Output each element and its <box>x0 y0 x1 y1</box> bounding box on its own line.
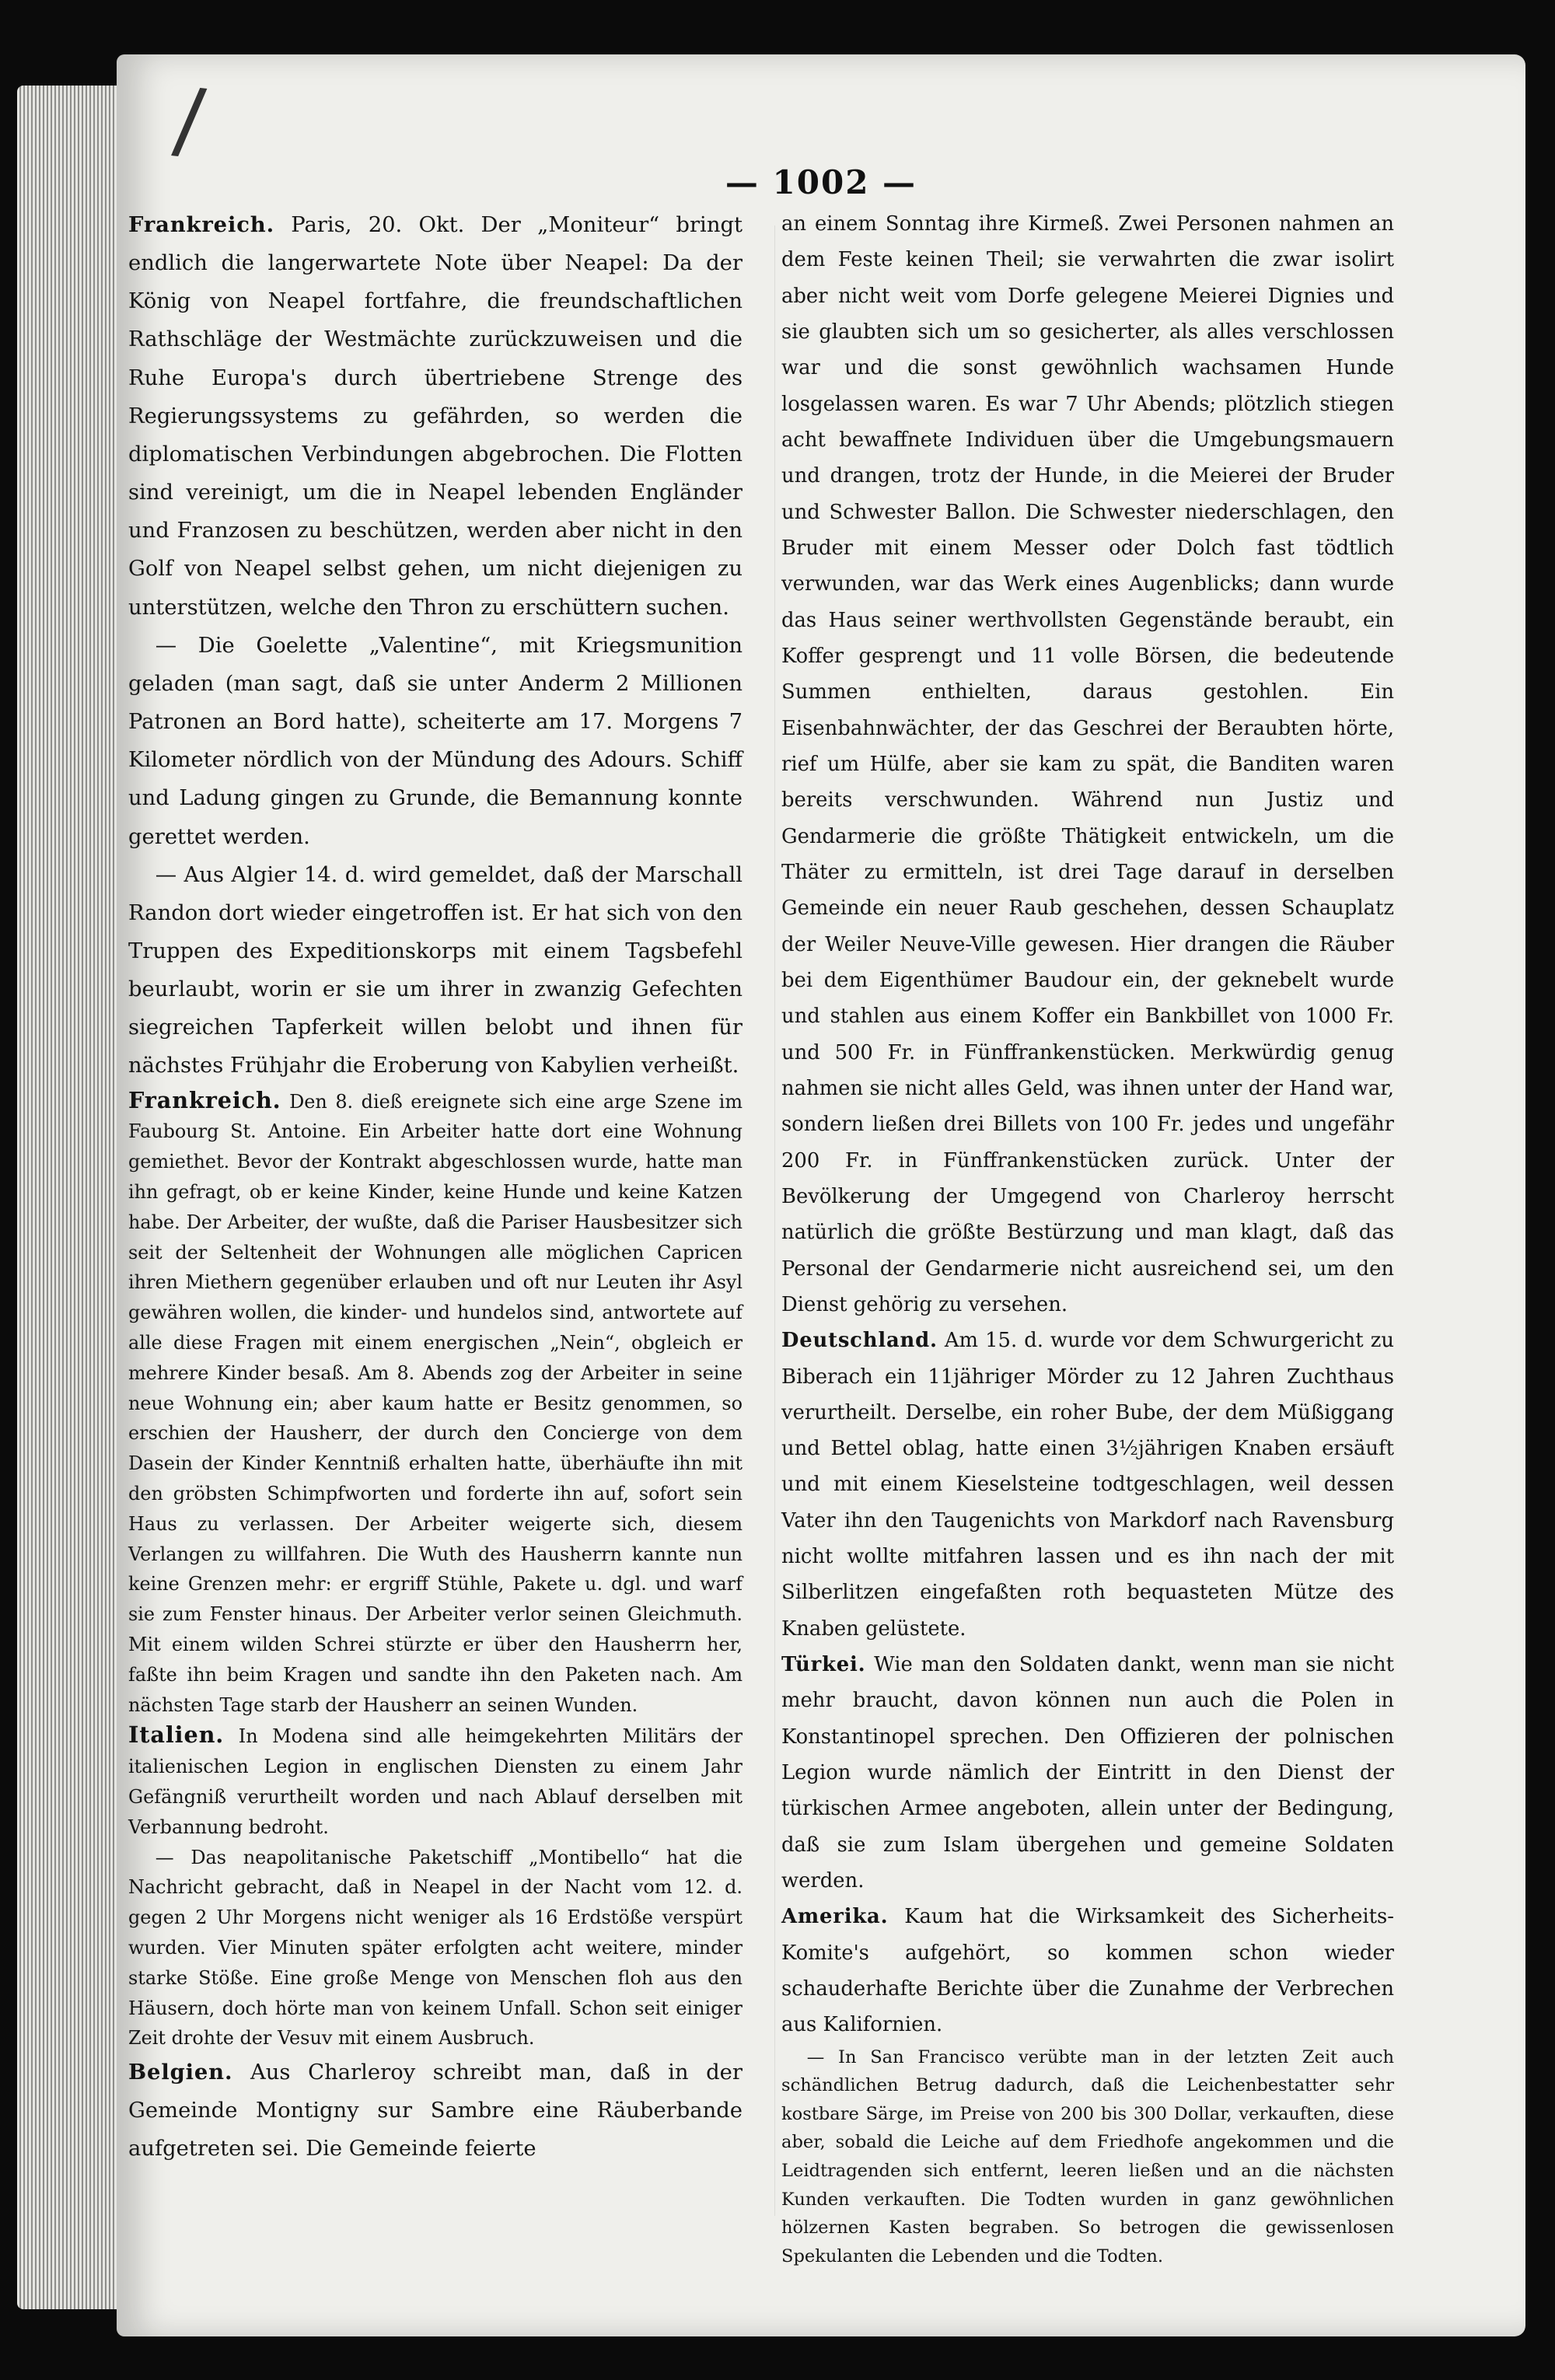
article-belgien-start <box>128 2053 743 2168</box>
article-text: — Das neapolitanische Paketschiff „Montibello“ hat die Nachricht gebracht, daß in Neapel in der Nacht vom 12. d. gegen 2 Uhr Morgens nicht weniger als 16 Erdstöße verspürt wurden. Vier Minuten später erfolgten acht weitere, minder starke Stöße. Eine große Menge von Menschen floh aus den Häusern, doch hörte man von keinem Unfall. Schon seit einiger Zeit drohte der Vesuv mit einem Ausbruch. <box>128 1846 743 2050</box>
article-san-francisco <box>781 2043 1394 2271</box>
article-heading: Belgien. <box>128 2060 233 2085</box>
margin-pencil-mark: / <box>169 68 209 171</box>
page-number: — 1002 — <box>725 163 917 201</box>
article-goelette <box>128 627 743 856</box>
article-text: Kaum hat die Wirksamkeit des Sicherheits-Komite's aufgehört, so kommen schon wieder schauderhafte Berichte über die Zunahme der Verbrechen aus Kalifornien. <box>781 1905 1394 2037</box>
article-text: — Die Goelette „Valentine“, mit Kriegsmunition geladen (man sagt, daß sie unter Anderm 2 Millionen Patronen an Bord hatte), scheiterte am 17. Morgens 7 Kilometer nördlich von der Mündung des Adours. Schiff und Ladung gingen zu Grunde, die Bemannung konnte gerettet werden. <box>128 633 743 849</box>
article-heading: Frankreich. <box>128 212 274 237</box>
article-text: — In San Francisco verübte man in der letzten Zeit auch schändlichen Betrug dadurch, daß die Leichenbestatter sehr kostbare Särge, im Preise von 200 bis 300 Dollar, verkauften, diese aber, sobald die Leiche auf dem Friedhofe angekommen und die Leidtragenden sich entfernt, leeren ließen und an die nächsten Kunden verkauften. Die Todten wurden in ganz gewöhnlichen hölzernen Kasten begraben. So betrogen die gewissenlosen Spekulanten die Lebenden und die Todten. <box>781 2046 1394 2266</box>
article-frankreich-paris <box>128 206 743 627</box>
article-deutschland <box>781 1323 1394 1647</box>
article-heading: Amerika. <box>781 1905 889 1929</box>
article-text: — Aus Algier 14. d. wird gemeldet, daß der Marschall Randon dort wieder eingetroffen ist. Er hat sich von den Truppen des Expeditionskorps mit einem Tagsbefehl beurlaubt, worin er sie um ihrer in zwanzig Gefechten siegreichen Tapferkeit willen belobt und ihnen für nächstes Frühjahr die Eroberung von Kabylien verheißt. <box>128 862 743 1078</box>
article-text: In Modena sind alle heimgekehrten Militärs der italienischen Legion in englischen Diensten zu einem Jahr Gefängniß verurtheilt worden und nach Ablauf derselben mit Verbannung bedroht. <box>128 1725 743 1838</box>
column-gutter <box>774 225 775 2216</box>
right-column <box>781 206 1394 2270</box>
article-heading: Frankreich. <box>128 1086 281 1113</box>
article-heading: Deutschland. <box>781 1329 938 1353</box>
article-text: Den 8. dieß ereignete sich eine arge Szene im Faubourg St. Antoine. Ein Arbeiter hatte dort eine Wohnung gemiethet. Bevor der Kontrakt abgeschlossen wurde, hatte man ihn gefragt, ob er keine Kinder, keine Hunde und keine Katzen habe. Der Arbeiter, der wußte, daß die Pariser Hausbesitzer sich seit der Seltenheit der Wohnungen alle möglichen Capricen ihren Miethern gegenüber erlauben und oft nur Leuten ihr Asyl gewähren wollen, die kinder- und hundelos sind, antwortete auf alle diese Fragen mit einem energischen „Nein“, obgleich er mehrere Kinder besaß. Am 8. Abends zog der Arbeiter in seine neue Wohnung ein; aber kaum hatte er Besitz genommen, so erschien der Hausherr, der durch den Concierge von dem Dasein der Kinder Kenntniß erhalten hatte, überhäufte ihn mit den gröbsten Schimpfworten und forderte ihn auf, sofort sein Haus zu verlassen. Der Arbeiter weigerte sich, diesem Verlangen zu willfahren. Die Wuth des Hausherrn kannte nun keine Grenzen mehr: er ergriff Stühle, Pakete u. dgl. und warf sie zum Fenster hinaus. Der Arbeiter verlor seinen Gleichmuth. Mit einem wilden Schrei stürzte er über den Hausherrn her, faßte ihn beim Kragen und sandte ihn den Paketen nach. Am nächsten Tage starb der Hausherr an seinen Wunden. <box>128 1090 743 1716</box>
article-text: Aus Charleroy schreibt man, daß in der Gemeinde Montigny sur Sambre eine Räuberbande aufgetreten sei. Die Gemeinde feierte <box>128 2060 743 2162</box>
article-frankreich-faubourg <box>128 1085 743 1721</box>
article-text: Wie man den Soldaten dankt, wenn man sie nicht mehr braucht, davon können nun auch die Polen in Konstantinopel sprechen. Den Offizieren der polnischen Legion wurde nämlich der Eintritt in den Dienst der türkischen Armee angeboten, allein unter der Bedingung, daß sie zum Islam übergehen und gemeine Soldaten werden. <box>781 1653 1394 1893</box>
article-italien <box>128 1720 743 1842</box>
article-montibello <box>128 1843 743 2054</box>
left-column <box>128 206 743 2169</box>
article-heading: Türkei. <box>781 1653 866 1677</box>
article-amerika <box>781 1899 1394 2043</box>
article-belgien-continued <box>781 206 1394 1323</box>
article-heading: Italien. <box>128 1721 225 1749</box>
article-tuerkei <box>781 1647 1394 1899</box>
article-text: Paris, 20. Okt. Der „Moniteur“ bringt endlich die langerwartete Note über Neapel: Da der König von Neapel fortfahre, die freundschaftlichen Rathschläge der Westmächte zurückzuweisen und die Ruhe Europa's durch übertriebene Strenge des Regierungssystems zu gefährden, so werden die diplomatischen Verbindungen abgebrochen. Die Flotten sind vereinigt, um die in Neapel lebenden Engländer und Franzosen zu beschützen, werden aber nicht in den Golf von Neapel selbst gehen, um nicht diejenigen zu unterstützen, welche den Thron zu erschüttern suchen. <box>128 213 743 620</box>
article-text: an einem Sonntag ihre Kirmeß. Zwei Personen nahmen an dem Feste keinen Theil; sie verwahrten die zwar isolirt aber nicht weit vom Dorfe gelegene Meierei Dignies und sie glaubten sich um so gesicherter, als alles verschlossen war und die sonst gewöhnlich wachsamen Hunde losgelassen waren. Es war 7 Uhr Abends; plötzlich stiegen acht bewaffnete Individuen über die Umgebungsmauern und drangen, trotz der Hunde, in die Meierei der Bruder und Schwester Ballon. Die Schwester niederschlagen, den Bruder mit einem Messer oder Dolch fast tödtlich verwunden, war das Werk eines Augenblicks; dann wurde das Haus seiner werthvollsten Gegenstände beraubt, ein Koffer gesprengt und 11 volle Börsen, die bedeutende Summen enthielten, daraus gestohlen. Ein Eisenbahnwächter, der das Geschrei der Beraubten hörte, rief um Hülfe, aber sie kam zu spät, die Banditen waren bereits verschwunden. Während nun Justiz und Gendarmerie die größte Thätigkeit entwickeln, um die Thäter zu ermitteln, ist drei Tage darauf in derselben Gemeinde ein neuer Raub geschehen, dessen Schauplatz der Weiler Neuve-Ville gewesen. Hier drangen die Räuber bei dem Eigenthümer Baudour ein, der geknebelt wurde und stahlen aus einem Koffer ein Bankbillet von 1000 Fr. und 500 Fr. in Fünffrankenstücken. Merkwürdig genug nahmen sie nicht alles Geld, was ihnen unter der Hand war, sondern ließen drei Billets von 100 Fr. jedes und ungefähr 200 Fr. in Fünffrankenstücken zurück. Unter der Bevölkerung der Umgegend von Charleroy herrscht natürlich die größte Bestürzung und man klagt, daß das Personal der Gendarmerie nicht ausreichend sei, um den Dienst gehörig zu versehen. <box>781 212 1394 1316</box>
article-text: Am 15. d. wurde vor dem Schwurgericht zu Biberach ein 11jähriger Mörder zu 12 Jahren Zuchthaus verurtheilt. Derselbe, ein roher Bube, der dem Müßiggang und Bettel oblag, hatte einen 3½jährigen Knaben ersäuft und mit einem Kieselsteine todtgeschlagen, weil dessen Vater ihn den Taugenichts von Markdorf nach Ravensburg nicht wollte mitfahren lassen und es ihn nach der mit Silberlitzen eingefaßten roth bequasteten Mütze des Knaben gelüstete. <box>781 1329 1394 1641</box>
article-algier <box>128 856 743 1085</box>
